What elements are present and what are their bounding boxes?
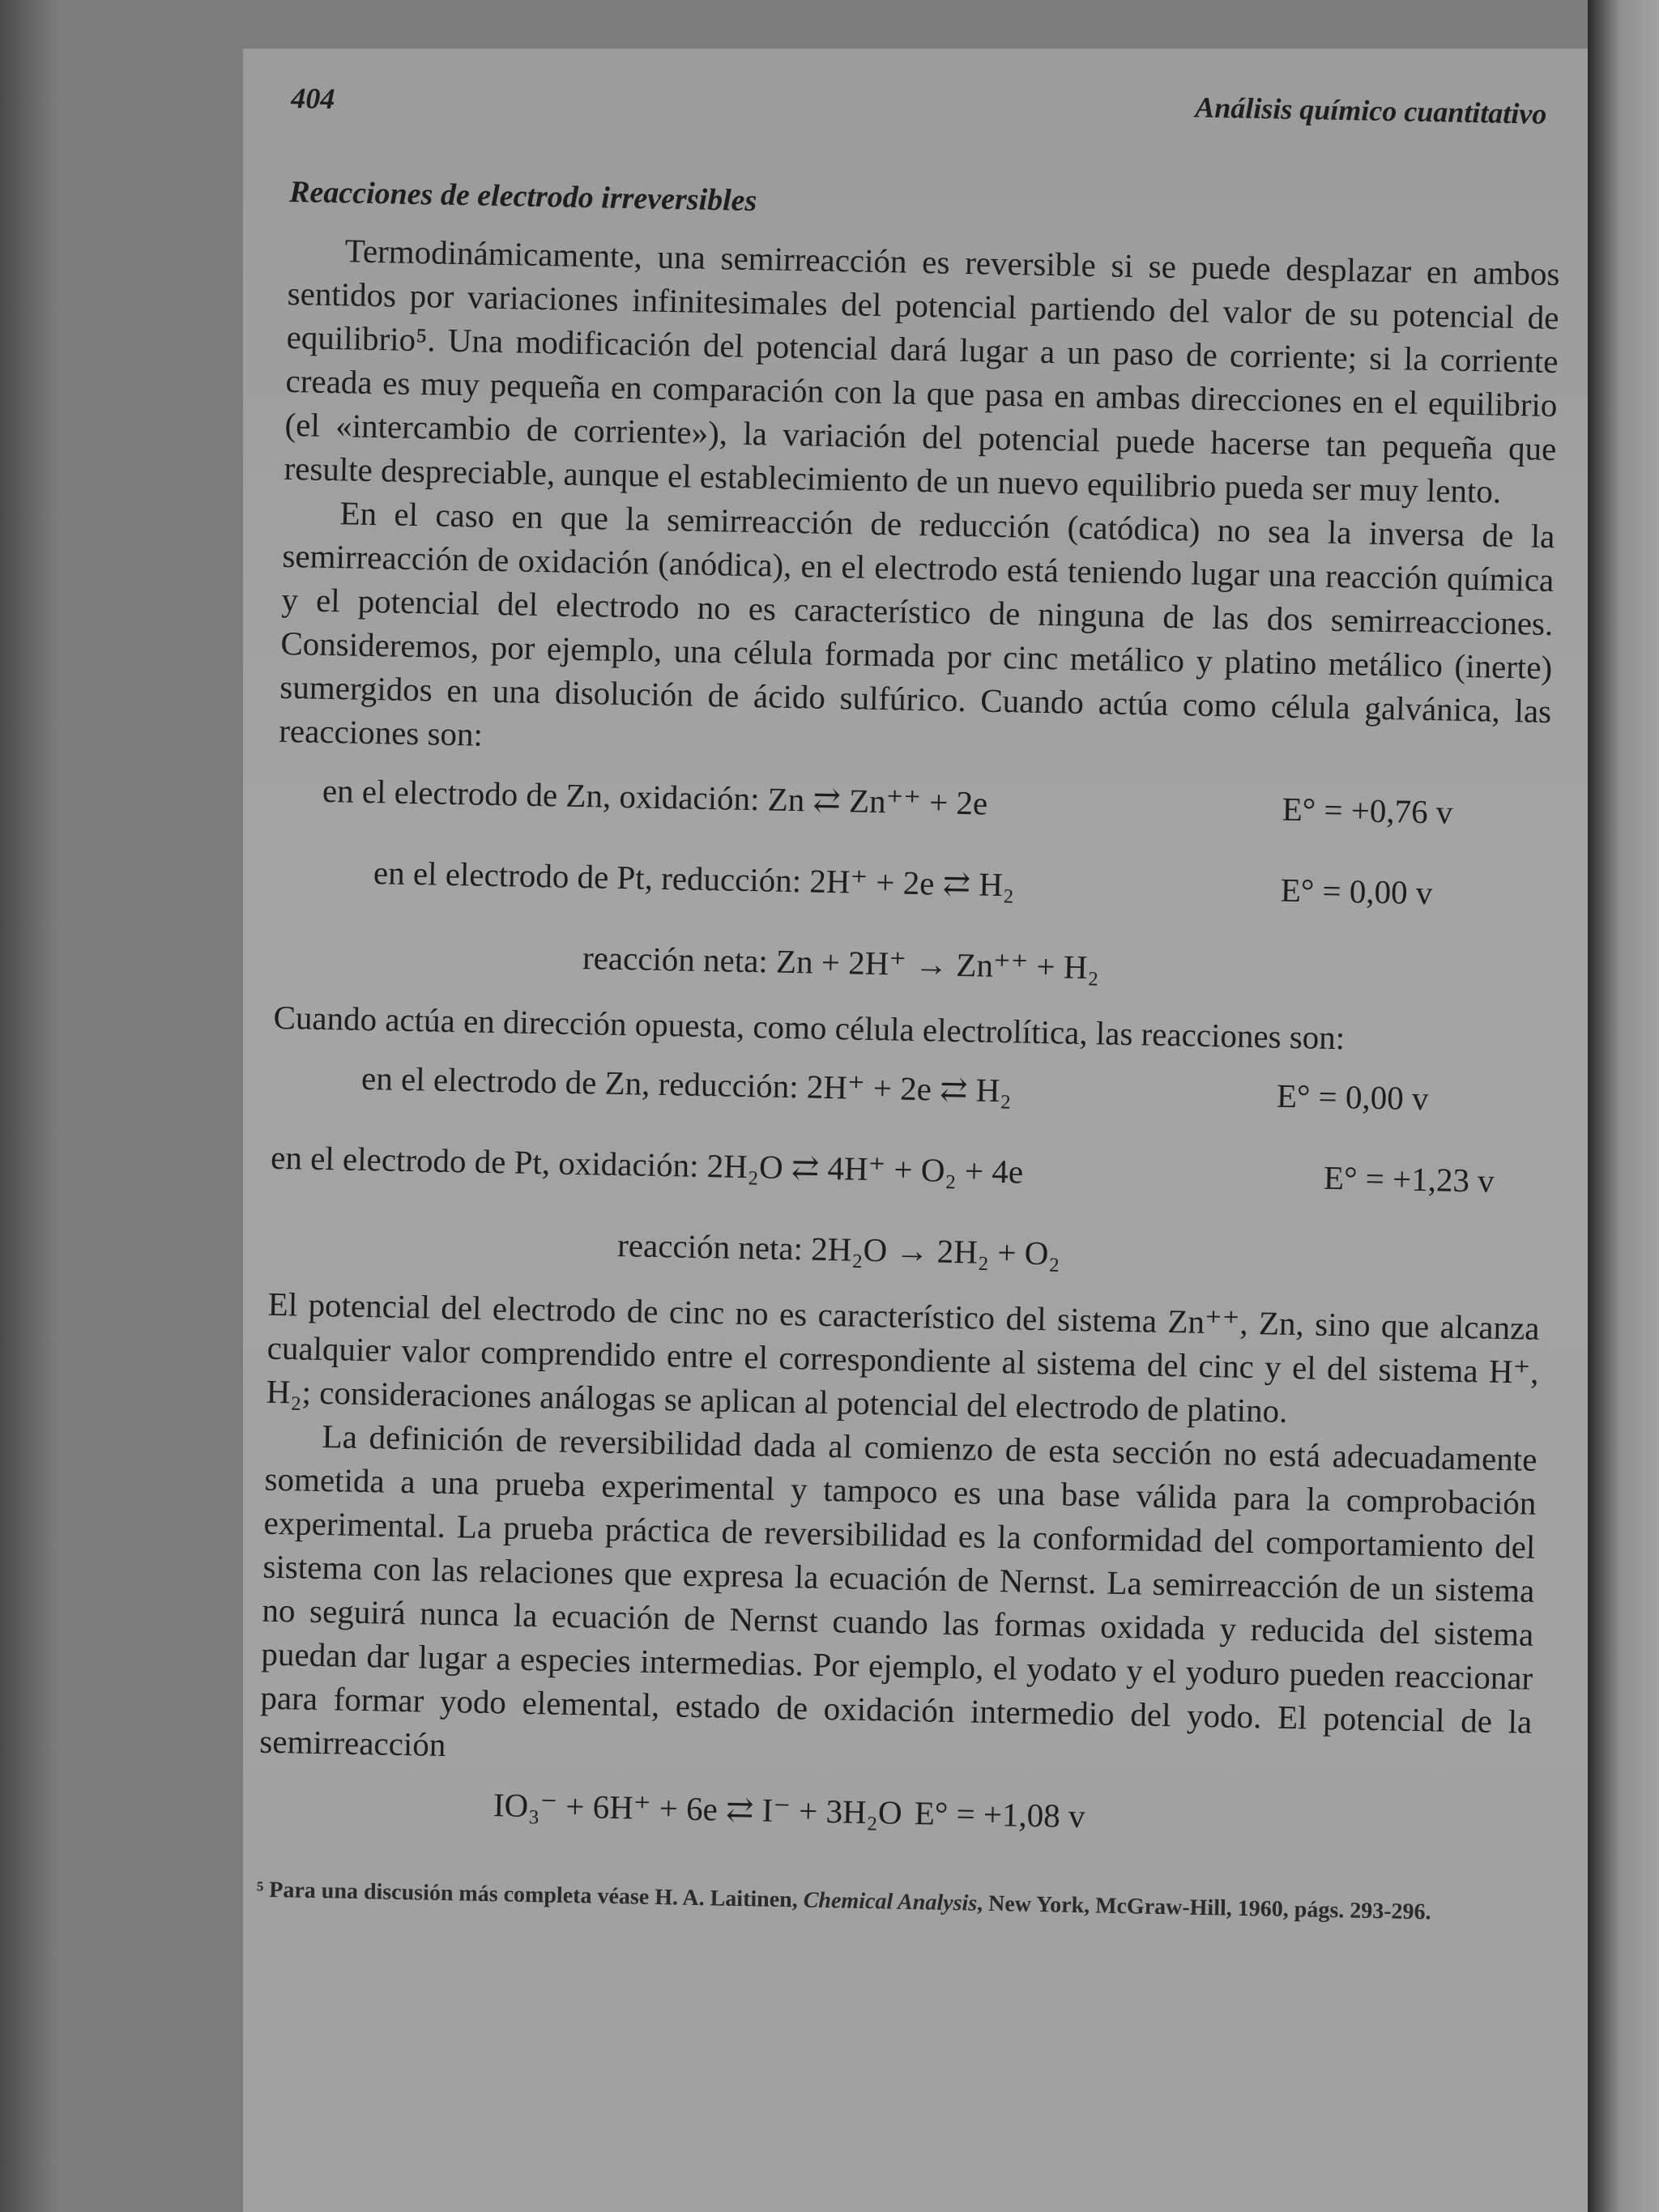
running-title: Análisis químico cuantitativo <box>1194 91 1547 130</box>
standard-potential: E° = +0,76 v <box>1282 790 1453 831</box>
standard-potential: E° = +1,23 v <box>1323 1158 1495 1200</box>
footnote-text: ⁵ Para una discusión más completa véase H. A. Laitinen, <box>256 1877 804 1913</box>
paragraph-1: Termodinámicamente, una semirreacción es reversible si se puede desplazar en ambos sentidos por variaciones infinitesimales del potencial partiendo del valor de su potencial de equilibrio⁵. Una modificación del potencial dará lugar a un paso de corriente; si la corriente creada es muy pequeña en comparación con la que pasa en ambas direcciones en el equilibrio (el «intercambio de corriente»), la variación del potencial puede hacerse tan pequeña que resulte despreciable, aunque el establecimiento de un nuevo equilibrio pueda ser muy lento. <box>284 232 1560 510</box>
paragraph-5: La definición de reversibilidad dada al comienzo de esta sección no está adecuadamente sometida a una prueba experimental y tampoco es una base válida para la comprobación experimental. La prueba práctica de reversibilidad es la conformidad del comportamiento del sistema con las relaciones que expresa la ecuación de Nernst. La semirreacción de un sistema no seguirá nunca la ecuación de Nernst cuando las formas oxidada y reducida del sistema puedan dar lugar a especies intermedias. Por ejemplo, el yodato y el yoduro pueden reaccionar para formar yodo elemental, estado de oxidación intermedio del yodo. El potencial de la semirreacción <box>259 1417 1537 1764</box>
equation-text: reacción neta: Zn + 2H⁺ → Zn⁺⁺ + H₂ <box>582 939 1100 987</box>
paragraph-3: Cuando actúa en dirección opuesta, como célula electrolítica, las reacciones son: <box>273 998 1346 1057</box>
equation-text: en el electrodo de Zn, reducción: 2H⁺ + 2e ⇄ H₂ <box>360 1059 1013 1110</box>
standard-potential: E° = 0,00 v <box>1280 871 1433 912</box>
footnote-publisher: , New York, McGraw-Hill, 1960, págs. 293-296. <box>976 1890 1431 1925</box>
equation-text: reacción neta: 2H₂O → 2H₂ + O₂ <box>616 1225 1061 1272</box>
section-title: Reacciones de electrodo irreversibles <box>288 174 757 219</box>
equation-text: IO₃⁻ + 6H⁺ + 6e ⇄ I⁻ + 3H₂O <box>493 1786 903 1831</box>
equation-text: en el electrodo de Pt, oxidación: 2H₂O ⇄ 4H⁺ + O₂ + 4e <box>270 1138 1024 1191</box>
equation-text: en el electrodo de Pt, reducción: 2H⁺ + 2e ⇄ H₂ <box>373 854 1015 904</box>
paragraph-2: En el caso en que la semirreacción de reducción (catódica) no sea la inversa de la semirreacción de oxidación (anódica), en el electrodo está teniendo lugar una reacción química y el potencial del electrodo no es característico de ninguna de las dos semirreacciones. Consideremos, por ejemplo, una célula formada por cinc metálico y platino metálico (inerte) sumergidos en una disolución de ácido sulfúrico. Cuando actúa como célula galvánica, las reacciones son: <box>278 494 1555 753</box>
standard-potential: E° = +1,08 v <box>914 1794 1085 1835</box>
page-number: 404 <box>291 81 335 116</box>
adjacent-page-edge <box>1588 0 1659 2212</box>
standard-potential: E° = 0,00 v <box>1276 1076 1429 1118</box>
equation-text: en el electrodo de Zn, oxidación: Zn ⇄ Zn⁺⁺ + 2e <box>322 771 988 822</box>
footnote-book-title: Chemical Analysis <box>803 1887 978 1916</box>
left-margin-shadow <box>0 0 57 2212</box>
page-content <box>257 73 1563 1929</box>
paragraph-4: El potencial del electrodo de cinc no es característico del sistema Zn⁺⁺, Zn, sino que alcanza cualquier valor comprendido entre el correspondiente al sistema del cinc y el del sistema H⁺, H₂; consideraciones análogas se aplican al potencial del electrodo de platino. <box>266 1285 1540 1430</box>
